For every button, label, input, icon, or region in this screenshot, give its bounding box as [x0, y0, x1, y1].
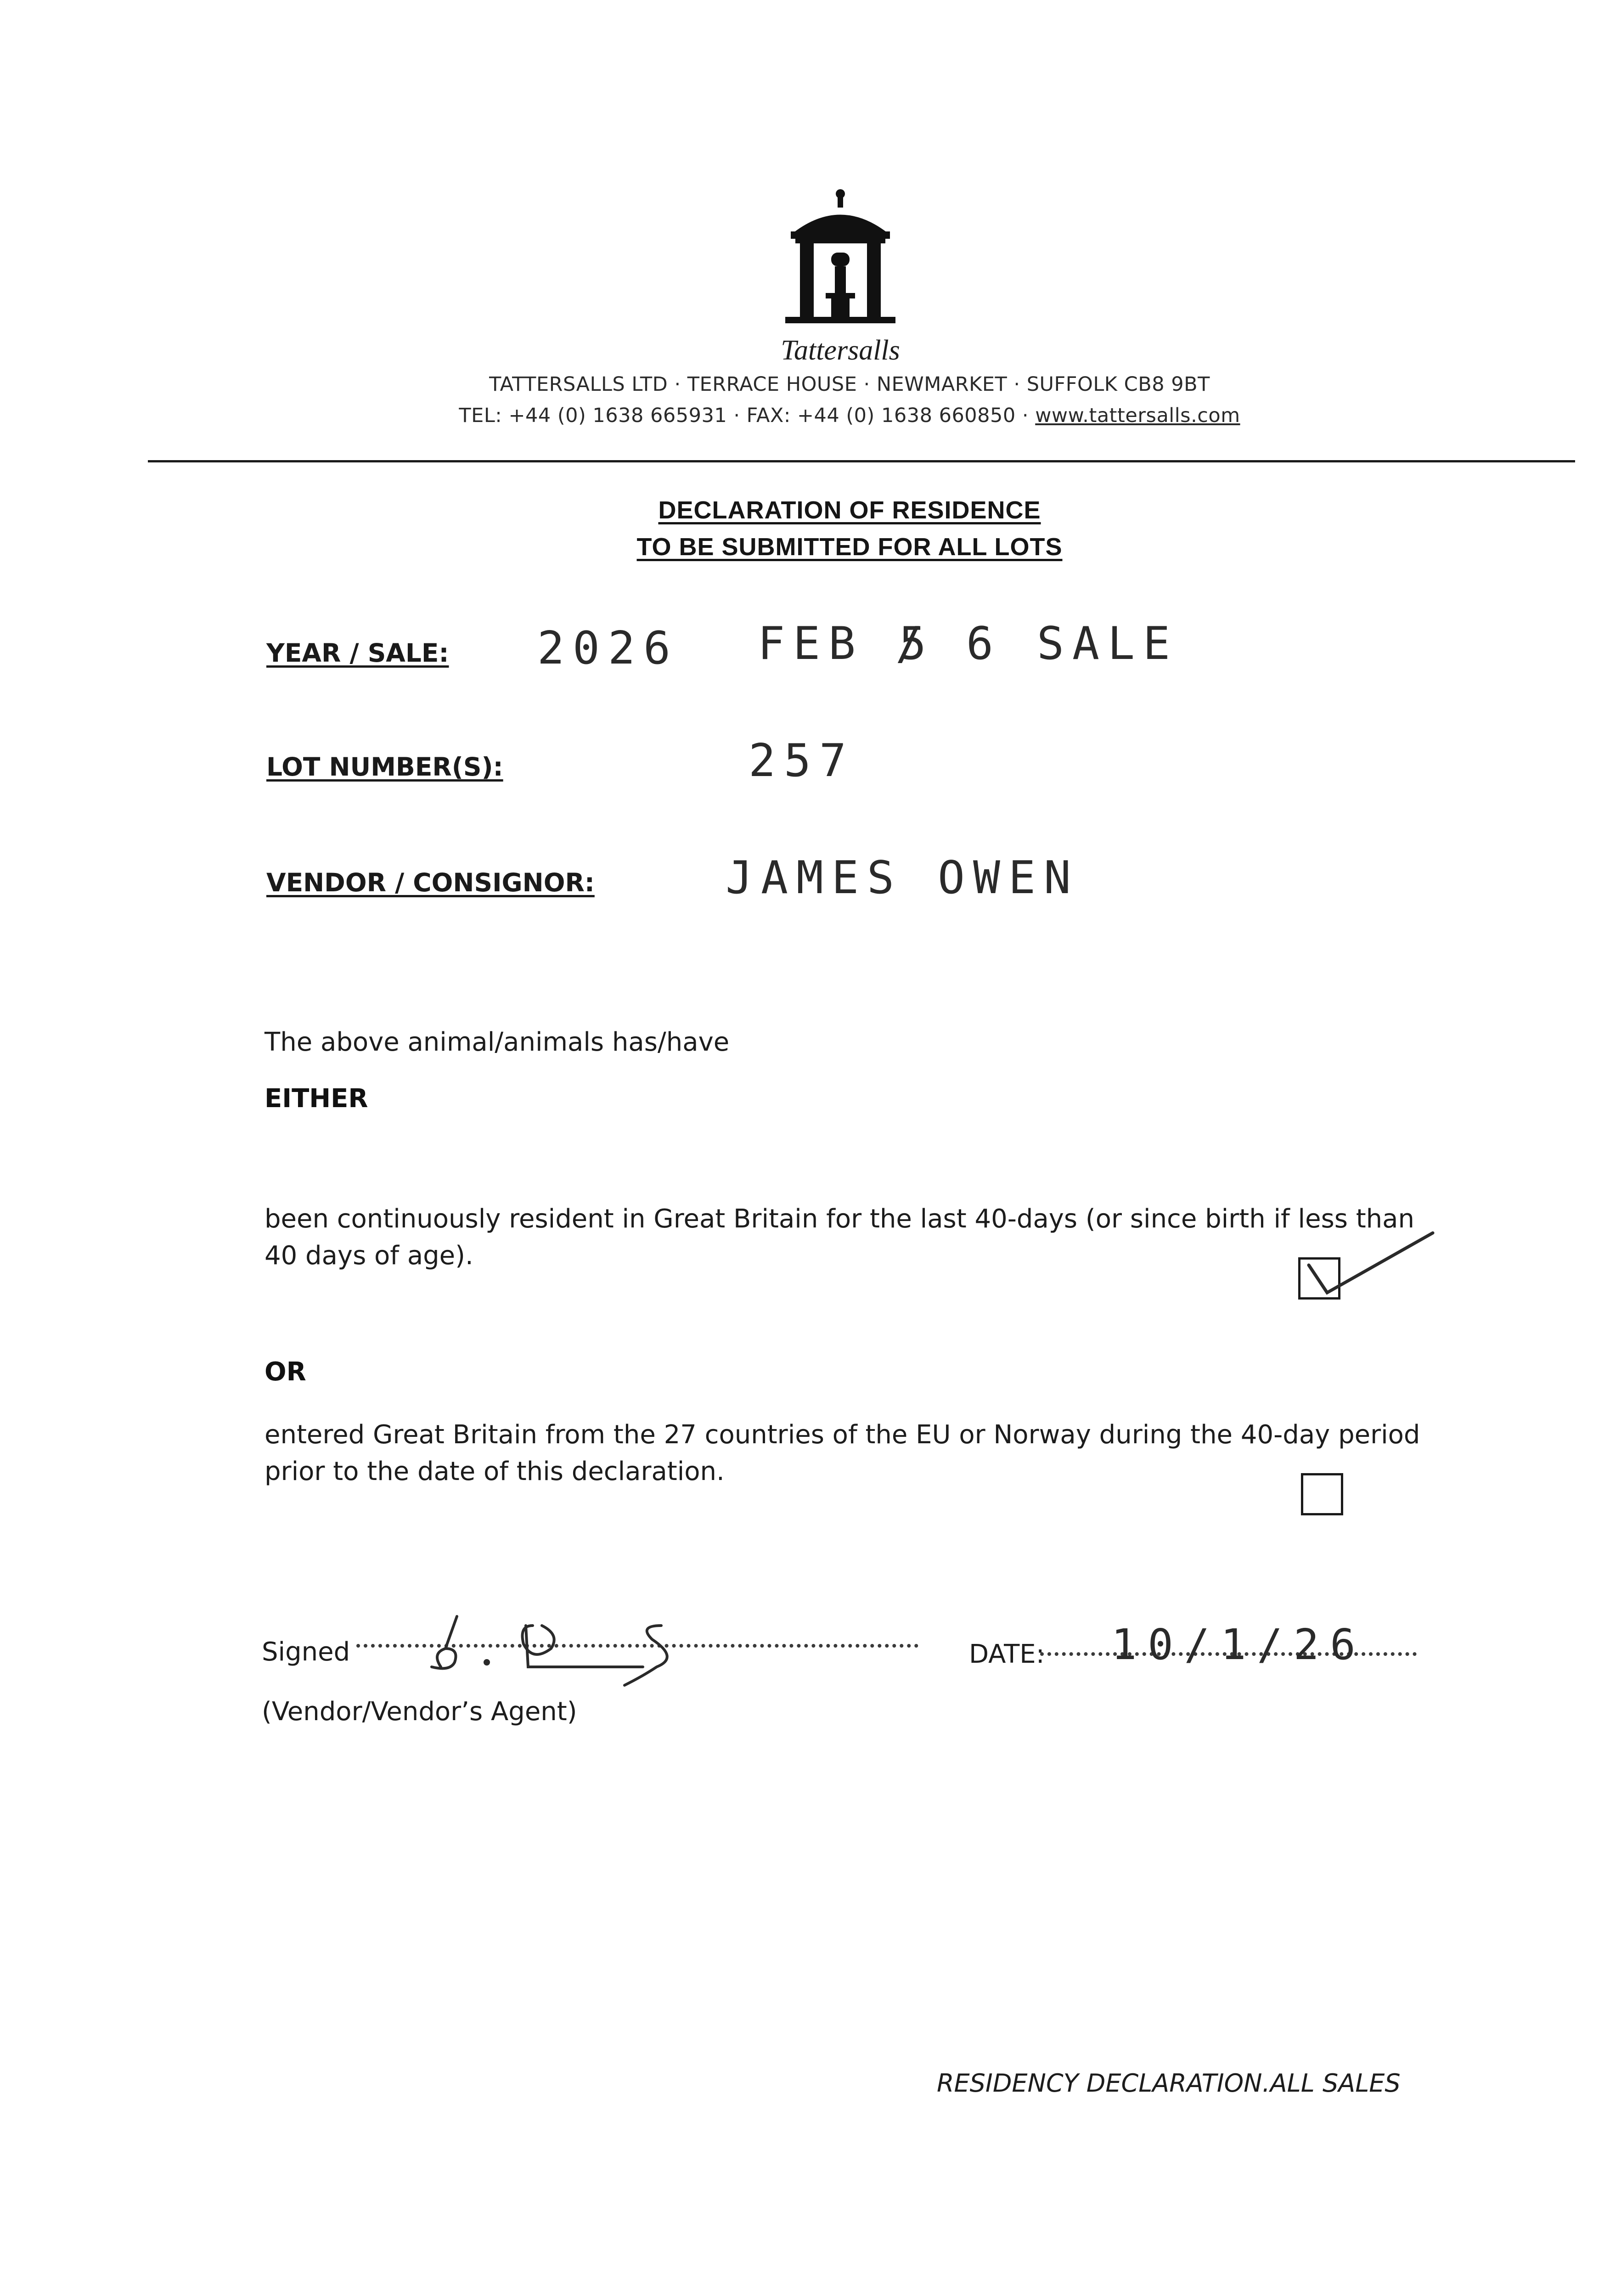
- website-link[interactable]: www.tattersalls.com: [1035, 404, 1240, 427]
- vendor-consignor-label: VENDOR / CONSIGNOR:: [266, 868, 595, 897]
- year-value: 2026: [537, 622, 679, 675]
- option2-text: entered Great Britain from the 27 countries of the EU or Norway during the 40-day period prior to the date of this declaration.: [265, 1420, 1420, 1486]
- lot-number-value: 257: [749, 735, 855, 787]
- vendor-agent-label: (Vendor/Vendor’s Agent): [262, 1697, 577, 1727]
- either-label: EITHER: [265, 1084, 368, 1114]
- date-value: 10/1/26: [1111, 1620, 1367, 1669]
- year-sale-label: YEAR / SALE:: [266, 638, 449, 668]
- signed-label: Signed: [262, 1637, 350, 1667]
- company-address: TATTERSALLS LTD · TERRACE HOUSE · NEWMARKET · SUFFOLK CB8 9BT: [489, 373, 1210, 396]
- footer-reference: RESIDENCY DECLARATION.ALL SALES: [937, 2069, 1401, 2098]
- option1-text: been continuously resident in Great Britain for the last 40-days (or since birth if less than 40 days of age).: [265, 1204, 1414, 1271]
- option2-checkbox[interactable]: [1301, 1473, 1343, 1515]
- document-subtitle: TO BE SUBMITTED FOR ALL LOTS: [636, 533, 1063, 561]
- or-label: OR: [265, 1357, 306, 1387]
- handwritten-signature-icon: [413, 1598, 762, 1699]
- sale-date-rest: / 6 SALE: [895, 618, 1179, 670]
- lot-number-label: LOT NUMBER(S):: [266, 752, 503, 782]
- company-contact-line: [321, 404, 1378, 427]
- date-label: DATE:: [969, 1639, 1045, 1669]
- checkmark-icon: [1300, 1228, 1437, 1311]
- header-divider: [148, 460, 1575, 462]
- vendor-consignor-value: JAMES OWEN: [726, 852, 1080, 904]
- sale-value: FEB 5: [758, 618, 935, 670]
- company-logo-text: Tattersalls: [781, 335, 900, 366]
- phone-fax-text: TEL: +44 (0) 1638 665931 · FAX: +44 (0) 1638 660850 ·: [459, 404, 1036, 427]
- tattersalls-pavilion-logo-icon: [767, 184, 914, 335]
- document-title: DECLARATION OF RESIDENCE: [658, 496, 1041, 524]
- declaration-intro: The above animal/animals has/have: [265, 1027, 730, 1057]
